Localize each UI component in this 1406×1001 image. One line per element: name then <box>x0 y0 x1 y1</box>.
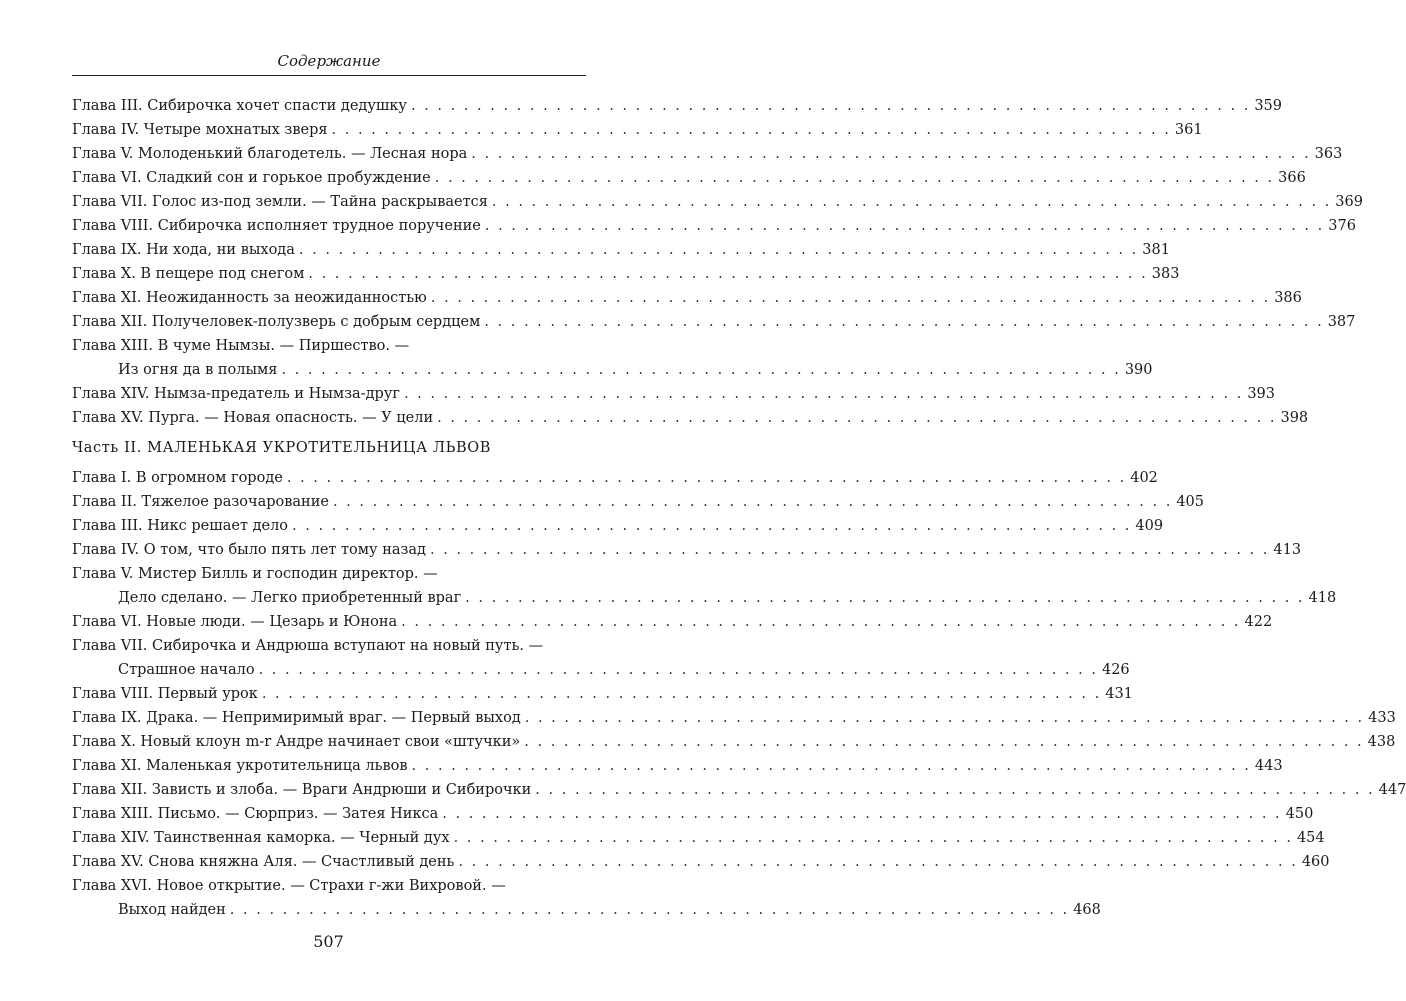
leader-dots: . . . . . . . . . . . . . . . . . . . . . . . . . . . . . . . . . . . . . . . . . . . . . . . . . . . . . . . . . . . . . . . . <box>258 662 1098 678</box>
leader-dots: . . . . . . . . . . . . . . . . . . . . . . . . . . . . . . . . . . . . . . . . . . . . . . . . . . . . . . . . . . . . . . . . <box>524 734 1364 750</box>
toc-entry-title: Глава II. Тяжелое разочарование <box>72 494 329 510</box>
page-number: 507 <box>313 932 344 951</box>
toc-entry-title: Глава V. Молоденький благодетель. — Лесная нора <box>72 146 468 162</box>
toc-entry-page: 381 <box>1142 242 1170 258</box>
toc-entry-title: Глава XV. Снова княжна Аля. — Счастливый день <box>72 854 455 870</box>
leader-dots: . . . . . . . . . . . . . . . . . . . . . . . . . . . . . . . . . . . . . . . . . . . . . . . . . . . . . . . . . . . . . . . . <box>453 830 1293 846</box>
toc-entry-page: 422 <box>1244 614 1273 630</box>
toc-entry-title: Глава XII. Зависть и злоба. — Враги Андрюши и Сибирочки <box>72 782 532 798</box>
leader-dots: . . . . . . . . . . . . . . . . . . . . . . . . . . . . . . . . . . . . . . . . . . . . . . . . . . . . . . . . . . . . . . . . <box>410 98 1251 114</box>
toc-entry <box>72 563 586 585</box>
toc-entry <box>72 215 1356 237</box>
toc-entry-page: 387 <box>1327 314 1356 330</box>
toc-entry-page: 393 <box>1247 386 1276 402</box>
toc-entry-title: Глава VI. Новые люди. — Цезарь и Юнона <box>72 614 398 630</box>
toc-entry-page: 460 <box>1301 854 1330 870</box>
leader-dots: . . . . . . . . . . . . . . . . . . . . . . . . . . . . . . . . . . . . . . . . . . . . . . . . . . . . . . . . . . . . . . . . <box>331 122 1171 138</box>
toc-entry-continuation <box>118 899 1101 921</box>
toc-entry-title: Глава VII. Сибирочка и Андрюша вступают на новый путь. — <box>72 638 544 654</box>
toc-entry-page: 369 <box>1335 194 1363 210</box>
toc-entry <box>72 335 586 357</box>
toc-entry <box>72 755 1283 777</box>
toc-entry <box>72 311 1356 333</box>
toc-entry-title: Глава III. Никс решает дело <box>72 518 289 534</box>
toc-entry-title: Глава IX. Ни хода, ни выхода <box>72 242 295 258</box>
toc-entry-title: Глава VI. Сладкий сон и горькое пробуждение <box>72 170 431 186</box>
leader-dots: . . . . . . . . . . . . . . . . . . . . . . . . . . . . . . . . . . . . . . . . . . . . . . . . . . . . . . . . . . . . . . . . <box>308 266 1148 282</box>
toc-entry <box>72 191 1363 213</box>
toc-entry <box>72 95 1282 117</box>
leader-dots: . . . . . . . . . . . . . . . . . . . . . . . . . . . . . . . . . . . . . . . . . . . . . . . . . . . . . . . . . . . . . . . . <box>491 194 1332 210</box>
toc-entry-title: Глава VIII. Сибирочка исполняет трудное поручение <box>72 218 481 234</box>
toc-entry <box>72 491 1205 513</box>
toc-entry <box>72 635 586 657</box>
toc-entry-title: Глава XI. Неожиданность за неожиданностью <box>72 290 427 306</box>
toc-entry <box>72 383 1276 405</box>
toc-entry-page: 386 <box>1274 290 1302 306</box>
toc-entry <box>72 239 1170 261</box>
toc-entry-page: 390 <box>1124 362 1153 378</box>
toc-entry-page: 450 <box>1285 806 1314 822</box>
toc-entry-title: Глава IV. О том, что было пять лет тому назад <box>72 542 426 558</box>
toc-entry-page: 418 <box>1308 590 1337 606</box>
toc-entry <box>72 263 1180 285</box>
toc-entry-title-continued: Из огня да в полымя <box>118 362 278 378</box>
toc-entry <box>72 287 1302 309</box>
toc-entry-page: 363 <box>1314 146 1343 162</box>
toc-entry-title: Глава XIV. Нымза-предатель и Нымза-друг <box>72 386 400 402</box>
toc-entry <box>72 803 1314 825</box>
toc-entry <box>72 683 1133 705</box>
toc-entry-page: 413 <box>1273 542 1302 558</box>
toc-entry-title-continued: Дело сделано. — Легко приобретенный враг <box>118 590 462 606</box>
toc-entry-title: Глава IV. Четыре мохнатых зверя <box>72 122 328 138</box>
leader-dots: . . . . . . . . . . . . . . . . . . . . . . . . . . . . . . . . . . . . . . . . . . . . . . . . . . . . . . . . . . . . . . . . <box>411 758 1251 774</box>
leader-dots: . . . . . . . . . . . . . . . . . . . . . . . . . . . . . . . . . . . . . . . . . . . . . . . . . . . . . . . . . . . . . . . . <box>524 710 1365 726</box>
leader-dots: . . . . . . . . . . . . . . . . . . . . . . . . . . . . . . . . . . . . . . . . . . . . . . . . . . . . . . . . . . . . . . . . <box>442 806 1282 822</box>
leader-dots: . . . . . . . . . . . . . . . . . . . . . . . . . . . . . . . . . . . . . . . . . . . . . . . . . . . . . . . . . . . . . . . . <box>434 170 1275 186</box>
leader-dots: . . . . . . . . . . . . . . . . . . . . . . . . . . . . . . . . . . . . . . . . . . . . . . . . . . . . . . . . . . . . . . . . <box>430 290 1271 306</box>
toc-entry-page: 438 <box>1367 734 1396 750</box>
toc-entry-page: 426 <box>1101 662 1130 678</box>
toc-entry-title-continued: Выход найден <box>118 902 226 918</box>
leader-dots: . . . . . . . . . . . . . . . . . . . . . . . . . . . . . . . . . . . . . . . . . . . . . . . . . . . . . . . . . . . . . . . . <box>298 242 1139 258</box>
toc-entry <box>72 731 1396 753</box>
toc-entry-continuation <box>118 587 1337 609</box>
toc-entry-page: 468 <box>1073 902 1101 918</box>
toc-entry-continuation <box>118 659 1130 681</box>
leader-dots: . . . . . . . . . . . . . . . . . . . . . . . . . . . . . . . . . . . . . . . . . . . . . . . . . . . . . . . . . . . . . . . . <box>465 590 1305 606</box>
running-head-title: Содержание <box>277 52 381 70</box>
toc-entry-page: 402 <box>1130 470 1158 486</box>
header-rule <box>72 75 586 76</box>
toc-entry-title: Глава XI. Маленькая укротительница львов <box>72 758 408 774</box>
toc-entry-title-continued: Страшное начало <box>118 662 255 678</box>
toc-entry <box>72 611 1273 633</box>
toc-entry-title: Глава XIV. Таинственная каморка. — Черный дух <box>72 830 450 846</box>
toc-entry-title: Глава I. В огромном городе <box>72 470 283 486</box>
toc-entry-page: 398 <box>1280 410 1309 426</box>
toc-entry-page: 359 <box>1254 98 1282 114</box>
leader-dots: . . . . . . . . . . . . . . . . . . . . . . . . . . . . . . . . . . . . . . . . . . . . . . . . . . . . . . . . . . . . . . . . <box>332 494 1173 510</box>
toc-entry <box>72 539 1302 561</box>
toc-entry <box>72 407 1309 429</box>
toc-entry-page: 376 <box>1328 218 1356 234</box>
toc-entry <box>72 515 1164 537</box>
toc-entry <box>72 167 1306 189</box>
leader-dots: . . . . . . . . . . . . . . . . . . . . . . . . . . . . . . . . . . . . . . . . . . . . . . . . . . . . . . . . . . . . . . . . <box>471 146 1311 162</box>
toc-entry-title: Глава IX. Драка. — Непримиримый враг. — Первый выход <box>72 710 521 726</box>
leader-dots: . . . . . . . . . . . . . . . . . . . . . . . . . . . . . . . . . . . . . . . . . . . . . . . . . . . . . . . . . . . . . . . . <box>261 686 1102 702</box>
toc-entry-page: 405 <box>1176 494 1205 510</box>
toc-entry-page: 409 <box>1135 518 1164 534</box>
toc-entry-title: Глава XVI. Новое открытие. — Страхи г-жи Вихровой. — <box>72 878 506 894</box>
toc-entry <box>72 851 1330 873</box>
toc-entry <box>72 779 1406 801</box>
leader-dots: . . . . . . . . . . . . . . . . . . . . . . . . . . . . . . . . . . . . . . . . . . . . . . . . . . . . . . . . . . . . . . . . <box>458 854 1298 870</box>
toc-entry-title: Глава XIII. Письмо. — Сюрприз. — Затея Никса <box>72 806 439 822</box>
toc-entry-title: Глава XIII. В чуме Нымзы. — Пиршество. — <box>72 338 410 354</box>
toc-entry <box>72 875 586 897</box>
toc-entry-page: 366 <box>1278 170 1306 186</box>
leader-dots: . . . . . . . . . . . . . . . . . . . . . . . . . . . . . . . . . . . . . . . . . . . . . . . . . . . . . . . . . . . . . . . . <box>430 542 1270 558</box>
leader-dots: . . . . . . . . . . . . . . . . . . . . . . . . . . . . . . . . . . . . . . . . . . . . . . . . . . . . . . . . . . . . . . . . <box>281 362 1121 378</box>
leader-dots: . . . . . . . . . . . . . . . . . . . . . . . . . . . . . . . . . . . . . . . . . . . . . . . . . . . . . . . . . . . . . . . . <box>286 470 1127 486</box>
toc-entry-title: Глава X. В пещере под снегом <box>72 266 305 282</box>
leader-dots: . . . . . . . . . . . . . . . . . . . . . . . . . . . . . . . . . . . . . . . . . . . . . . . . . . . . . . . . . . . . . . . . <box>401 614 1241 630</box>
toc-entry <box>72 143 1343 165</box>
leader-dots: . . . . . . . . . . . . . . . . . . . . . . . . . . . . . . . . . . . . . . . . . . . . . . . . . . . . . . . . . . . . . . . . <box>403 386 1244 402</box>
leader-dots: . . . . . . . . . . . . . . . . . . . . . . . . . . . . . . . . . . . . . . . . . . . . . . . . . . . . . . . . . . . . . . . . <box>292 518 1132 534</box>
part-heading: Часть II. МАЛЕНЬКАЯ УКРОТИТЕЛЬНИЦА ЛЬВОВ <box>72 440 492 456</box>
toc-entry-continuation <box>118 359 1153 381</box>
toc-entry-page: 361 <box>1174 122 1203 138</box>
leader-dots: . . . . . . . . . . . . . . . . . . . . . . . . . . . . . . . . . . . . . . . . . . . . . . . . . . . . . . . . . . . . . . . . <box>437 410 1277 426</box>
toc-entry-page: 443 <box>1254 758 1283 774</box>
toc-entry-title: Глава X. Новый клоун m-r Андре начинает свои «штучки» <box>72 734 521 750</box>
toc-entry-title: Глава III. Сибирочка хочет спасти дедушку <box>72 98 407 114</box>
toc-entry-title: Глава XII. Получеловек-полузверь с добрым сердцем <box>72 314 481 330</box>
toc-entry <box>72 119 1203 141</box>
leader-dots: . . . . . . . . . . . . . . . . . . . . . . . . . . . . . . . . . . . . . . . . . . . . . . . . . . . . . . . . . . . . . . . . <box>484 314 1324 330</box>
toc-entry <box>72 707 1396 729</box>
leader-dots: . . . . . . . . . . . . . . . . . . . . . . . . . . . . . . . . . . . . . . . . . . . . . . . . . . . . . . . . . . . . . . . . <box>535 782 1375 798</box>
toc-entry-page: 447 <box>1378 782 1406 798</box>
leader-dots: . . . . . . . . . . . . . . . . . . . . . . . . . . . . . . . . . . . . . . . . . . . . . . . . . . . . . . . . . . . . . . . . <box>229 902 1070 918</box>
toc-entry-title: Глава V. Мистер Билль и господин директор. — <box>72 566 438 582</box>
toc-entry-page: 431 <box>1105 686 1133 702</box>
toc-entry-page: 383 <box>1151 266 1180 282</box>
toc-entry <box>72 827 1325 849</box>
toc-entry-page: 433 <box>1368 710 1396 726</box>
toc-entry-title: Глава VIII. Первый урок <box>72 686 258 702</box>
toc-entry-title: Глава XV. Пурга. — Новая опасность. — У цели <box>72 410 434 426</box>
toc-entry <box>72 467 1158 489</box>
toc-entry-page: 454 <box>1296 830 1325 846</box>
leader-dots: . . . . . . . . . . . . . . . . . . . . . . . . . . . . . . . . . . . . . . . . . . . . . . . . . . . . . . . . . . . . . . . . <box>484 218 1325 234</box>
toc-entry-title: Глава VII. Голос из-под земли. — Тайна раскрывается <box>72 194 488 210</box>
